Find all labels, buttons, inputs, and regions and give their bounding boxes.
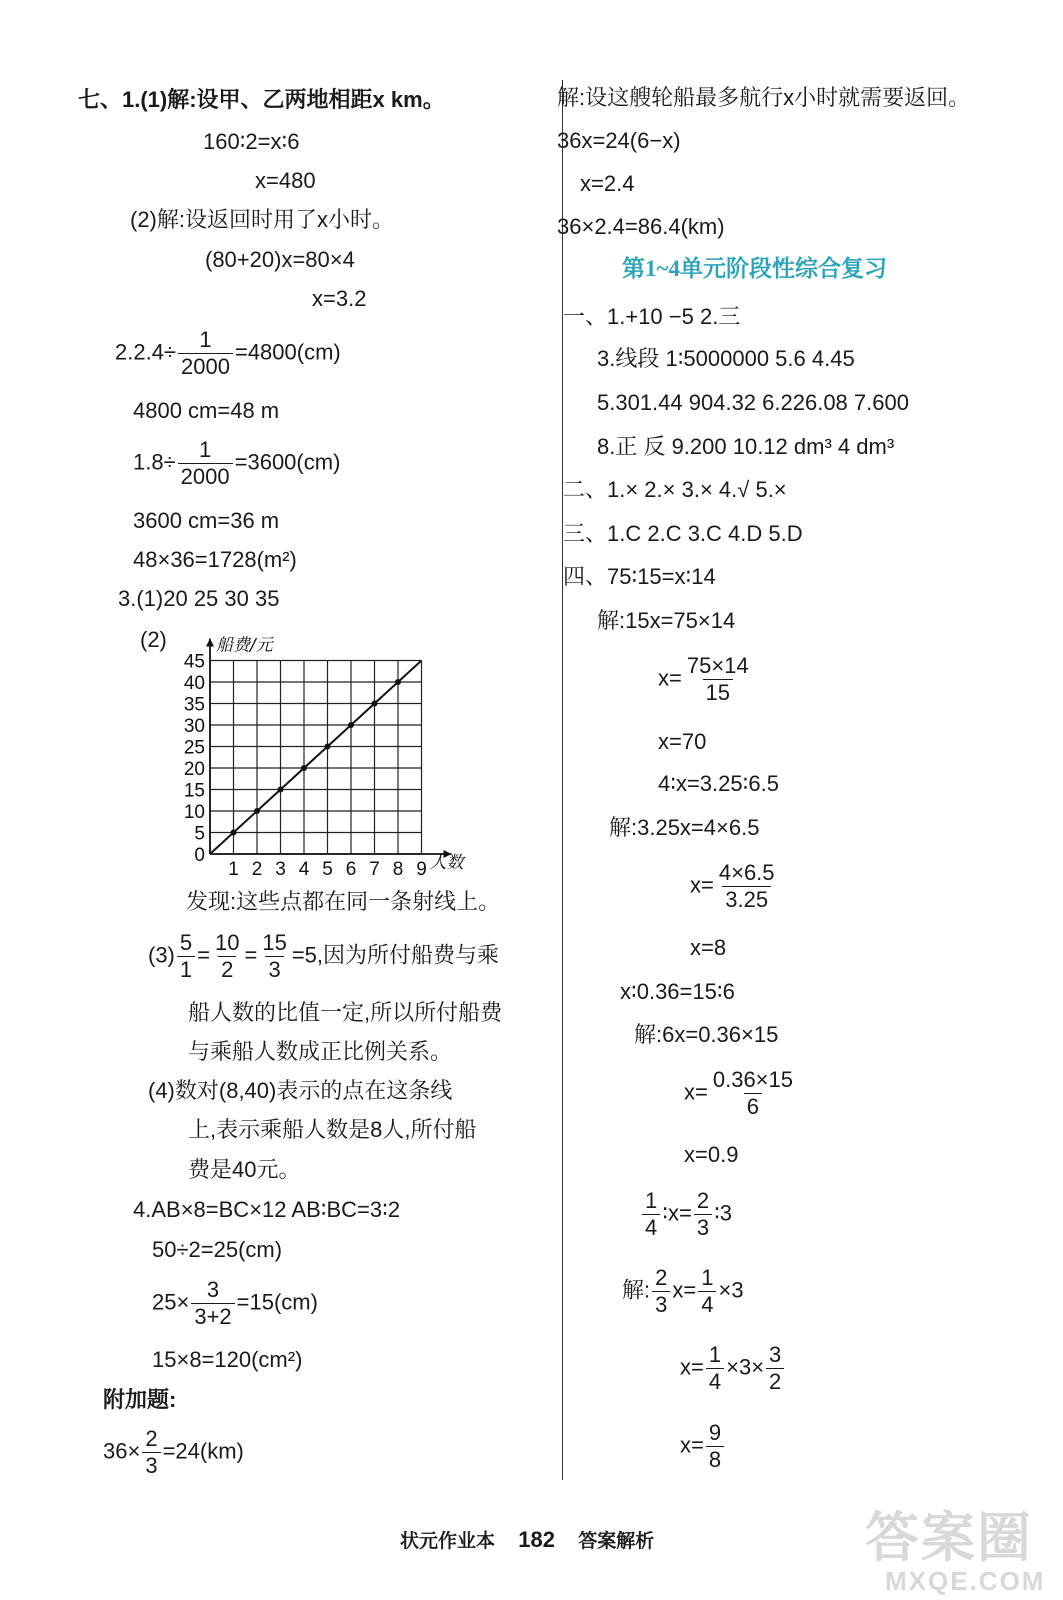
x-tick-label: 3 (275, 859, 286, 880)
q7-2-eq3: 1.8÷ $\frac{1}{2000}$ =3600(cm) (133, 437, 341, 489)
part4-q3-step1: 解:6x=0.36×15 (634, 1022, 779, 1047)
y-axis-arrow (206, 639, 214, 647)
q7-4-eq4: 15×8=120(cm²) (152, 1347, 303, 1372)
q7-3-4-line2: 上,表示乘船人数是8人,所付船 (188, 1117, 477, 1142)
fraction: $\frac{1}{4}$ (642, 1188, 660, 1241)
fare-chart (180, 622, 500, 882)
data-point (348, 722, 354, 728)
q7-1-2-eq1: (80+20)x=80×4 (205, 247, 355, 272)
y-tick-label: 20 (183, 759, 205, 780)
column-divider (562, 80, 563, 1480)
y-tick-label: 40 (183, 673, 205, 694)
q7-1-1-eq1: 160∶2=x∶6 (203, 129, 300, 154)
part1-line1: 一、1.+10 −5 2.三 (563, 304, 741, 329)
fraction: $\frac{15}{3}$ (262, 930, 287, 982)
fraction: $\frac{2}{3}$ (142, 1426, 160, 1479)
data-point (301, 765, 307, 771)
part4-q4-result: x= $\frac{9}{8}$ (680, 1420, 726, 1473)
fraction: $\frac{75\times 14}{15}$ (686, 653, 749, 705)
x-tick-label: 4 (298, 859, 310, 880)
x-tick-label: 5 (322, 859, 333, 880)
fraction: $\frac{9}{8}$ (706, 1420, 724, 1473)
bonus-eq: 36× $\frac{2}{3}$ =24(km) (103, 1426, 244, 1478)
part4-q2: 4∶x=3.25∶6.5 (658, 771, 779, 796)
bonus-eq1: 36x=24(6−x) (557, 128, 681, 153)
fraction: $\frac{4\times 6.5}{3.25}$ (718, 860, 775, 912)
q7-4-eq1: 4.AB×8=BC×12 AB∶BC=3∶2 (133, 1197, 401, 1222)
x-tick-label: 9 (416, 859, 427, 880)
part3-answers: 三、1.C 2.C 3.C 4.D 5.D (563, 521, 803, 546)
fraction: $\frac{0.36\times 15}{6}$ (712, 1067, 793, 1119)
q7-1-2-setup: (2)解:设返回时用了x小时。 (130, 207, 395, 232)
x-tick-label: 8 (392, 859, 404, 880)
part4-q2-result: x=8 (690, 935, 727, 960)
q7-3-3-line1: (3) $\frac{5}{1}$ = $\frac{10}{2}$ = $\frac{15}{3}$ =5,因为所付船费与乘 (148, 930, 500, 982)
x-tick-label: 1 (228, 859, 239, 880)
section-title: 第1~4单元阶段性综合复习 (622, 256, 887, 281)
y-tick-label: 0 (194, 845, 205, 866)
q7-4-eq2: 50÷2=25(cm) (152, 1237, 283, 1262)
fraction: $\frac{2}{3}$ (652, 1265, 670, 1318)
y-tick-label: 35 (183, 694, 205, 716)
fraction: $\frac{1}{2000}$ (178, 327, 233, 380)
q7-1-1-eq2: x=480 (255, 168, 316, 193)
fraction: $\frac{1}{4}$ (698, 1265, 716, 1318)
bonus-eq3: 36×2.4=86.4(km) (557, 214, 725, 239)
page-footer (400, 1526, 672, 1553)
part4-q1-result: x=70 (658, 729, 707, 754)
part4-q1-step1: 解:15x=75×14 (597, 608, 736, 633)
data-point (372, 701, 378, 707)
part4-q4: $\frac{1}{4}$ ∶x= $\frac{2}{3}$ ∶3 (640, 1188, 732, 1241)
fraction: $\frac{1}{2000}$ (178, 437, 233, 490)
q7-4-eq3: 25× $\frac{3}{3+2}$ =15(cm) (152, 1277, 318, 1329)
part4-q1-step2: x= $\frac{75\times 14}{15}$ (658, 653, 754, 706)
part4-q3-step2: x= $\frac{0.36\times 15}{6}$ (684, 1067, 798, 1120)
part1-line2: 3.线段 1∶5000000 5.6 4.45 (597, 346, 855, 371)
y-tick-label: 15 (183, 780, 205, 802)
q7-2-eq4: 3600 cm=36 m (133, 508, 280, 533)
data-point (254, 808, 260, 814)
part4-q3: x∶0.36=15∶6 (620, 979, 735, 1004)
fraction: $\frac{5}{1}$ (177, 930, 195, 983)
x-axis-label: 人数 (429, 853, 464, 873)
fraction: $\frac{2}{3}$ (694, 1188, 712, 1241)
fraction: $\frac{3}{3+2}$ (191, 1277, 234, 1330)
x-tick-label: 6 (345, 859, 357, 880)
q7-2-eq5: 48×36=1728(m²) (133, 547, 297, 572)
part2-answers: 二、1.× 2.× 3.× 4.√ 5.× (563, 477, 787, 502)
y-tick-label: 25 (183, 737, 205, 759)
y-tick-label: 10 (183, 802, 205, 823)
y-tick-label: 45 (183, 651, 205, 673)
part1-line3: 5.301.44 904.32 6.226.08 7.600 (597, 390, 909, 415)
q7-3-2-finding: 发现:这些点都在同一条射线上。 (186, 889, 501, 914)
data-point (325, 744, 331, 750)
footer-section: 答案解析 (578, 1531, 655, 1552)
part4-q3-result: x=0.9 (684, 1142, 739, 1167)
x-tick-label: 2 (251, 859, 263, 880)
fraction: $\frac{10}{2}$ (215, 930, 240, 982)
data-point (231, 830, 237, 836)
book-title: 状元作业本 (400, 1531, 496, 1552)
bonus-setup: 解:设这艘轮船最多航行x小时就需要返回。 (557, 85, 971, 110)
proportional-ray (210, 661, 422, 855)
x-tick-label: 7 (369, 859, 380, 880)
part4-q1: 四、75∶15=x∶14 (563, 564, 716, 589)
q7-3-2-label: (2) (140, 627, 167, 652)
q7-3-3-line2: 船人数的比值一定,所以所付船费 (188, 1000, 503, 1025)
part4-q4-step1: 解: $\frac{2}{3}$ x= $\frac{1}{4}$ ×3 (622, 1265, 744, 1317)
y-axis-label: 船费/元 (216, 635, 273, 656)
q7-3-4-line1: (4)数对(8,40)表示的点在这条线 (148, 1078, 453, 1103)
bonus-heading: 附加题: (103, 1387, 177, 1412)
watermark-logo: 答案圈 MXQE.COM (865, 1508, 1046, 1596)
fraction: $\frac{3}{2}$ (766, 1342, 784, 1395)
q7-2-eq2: 4800 cm=48 m (133, 398, 280, 423)
page-number: 182 (518, 1527, 556, 1552)
data-point (395, 679, 401, 685)
y-tick-label: 5 (194, 823, 205, 845)
part1-line4: 8.正 反 9.200 10.12 dm³ 4 dm³ (597, 434, 895, 459)
y-tick-label: 30 (183, 716, 205, 737)
part4-q2-step2: x= $\frac{4\times 6.5}{3.25}$ (690, 860, 780, 913)
q7-3-4-line3: 费是40元。 (188, 1157, 301, 1182)
q7-3-1: 3.(1)20 25 30 35 (118, 586, 280, 611)
q7-1-1-setup: 七、1.(1)解:设甲、乙两地相距x km。 (78, 87, 445, 112)
part4-q4-step2: x= $\frac{1}{4}$ ×3× $\frac{3}{2}$ (680, 1342, 786, 1395)
data-point (278, 787, 284, 793)
q7-3-3-line3: 与乘船人数成正比例关系。 (188, 1039, 453, 1064)
bonus-eq2: x=2.4 (580, 171, 635, 196)
part4-q2-step1: 解:3.25x=4×6.5 (609, 815, 760, 840)
q7-1-2-eq2: x=3.2 (312, 286, 367, 311)
q7-2-eq1: 2.2.4÷ $\frac{1}{2000}$ =4800(cm) (115, 327, 341, 379)
fraction: $\frac{1}{4}$ (706, 1342, 724, 1395)
